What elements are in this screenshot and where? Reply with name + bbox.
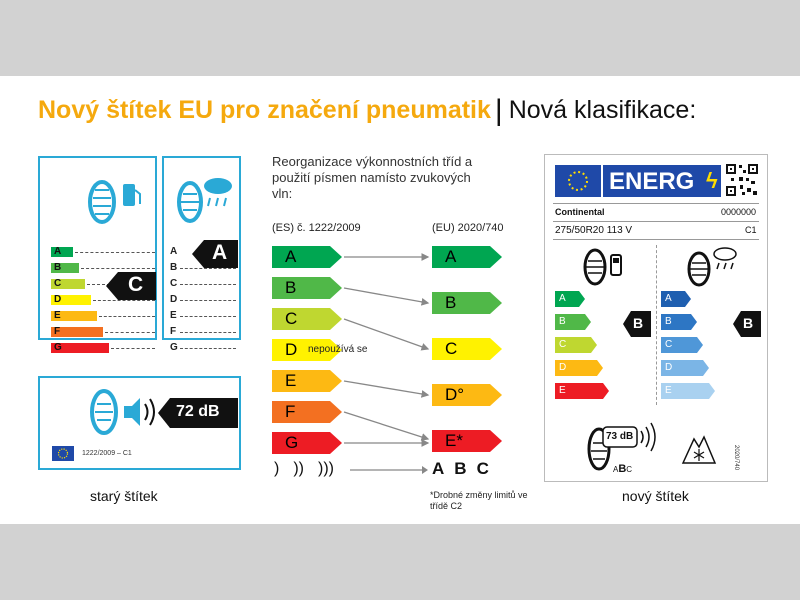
new-fuel-rating: B: [633, 315, 644, 331]
brand-name: Continental: [555, 207, 605, 217]
noise-letters: A B C: [432, 459, 489, 478]
old-regulation-heading: (ES) č. 1222/2009: [272, 222, 361, 234]
snowflake-mountain-icon: [681, 429, 717, 465]
new-class-e: E*: [445, 431, 463, 450]
new-regulation-heading: (EU) 2020/740: [432, 222, 504, 234]
d-not-used-note: nepoužívá se: [308, 344, 368, 355]
new-label: ENERG ϟ Continental 0000000 275/50R20 113 V C1 A B C D E B A B C D E B 73 dB ABC 2020/740: [544, 154, 768, 482]
new-class-b: B: [445, 293, 457, 312]
side-regulation: 2020/740: [733, 445, 739, 471]
energy-banner: ENERG ϟ: [603, 165, 721, 197]
title-separator: |: [494, 94, 503, 127]
new-class-a: A: [445, 247, 457, 266]
old-wet-rating: A: [212, 241, 228, 264]
old-class-b: B: [285, 278, 297, 297]
noise-tyre-icon: [84, 386, 164, 438]
old-fuel-bar-d: D: [51, 295, 91, 305]
c2-footnote: *Drobné změny limitů ve třídě C2: [430, 490, 528, 511]
tyre-class: C1: [745, 225, 757, 235]
noise-mapping-arrow: [350, 464, 430, 476]
product-code: 0000000: [721, 207, 757, 217]
new-class-d: D°: [445, 385, 465, 404]
new-wet-icon: [681, 245, 741, 287]
sound-waves-icon: ) )) ))): [274, 460, 334, 477]
old-class-e: E: [285, 371, 297, 390]
new-wet-rating: B: [743, 315, 754, 331]
old-class-d: D: [285, 340, 298, 359]
intro-text: Reorganizace výkonnostních tříd a použití písmen namísto zvukových vln:: [272, 154, 473, 201]
page-title: [38, 92, 696, 126]
new-noise-class: ABC: [613, 463, 633, 475]
old-noise-value: 72 dB: [176, 403, 220, 420]
old-class-g: G: [285, 433, 299, 452]
title-main: Nový štítek EU pro značení pneumatik: [38, 96, 491, 124]
eu-flag-icon: [555, 165, 601, 197]
mapping-lines: [342, 246, 434, 456]
old-fuel-rating: C: [128, 273, 144, 296]
old-fuel-bar-e: E: [51, 311, 97, 321]
old-fuel-bar-b: B: [51, 263, 79, 273]
old-fuel-bar-a: A: [51, 247, 73, 257]
old-fuel-bar-f: F: [51, 327, 103, 337]
fuel-tyre-icon: [80, 176, 150, 226]
title-sub: Nová klasifikace:: [508, 96, 697, 124]
old-fuel-bar-c: C: [51, 279, 85, 289]
tyre-size: 275/50R20 113 V: [555, 225, 633, 236]
wet-tyre-icon: [172, 174, 236, 226]
qr-code-icon: [725, 163, 759, 197]
old-regulation: 1222/2009 – C1: [82, 450, 132, 457]
old-fuel-bar-g: G: [51, 343, 109, 353]
eu-flag-icon: [52, 446, 74, 461]
old-class-f: F: [285, 402, 296, 421]
new-noise-value: 73 dB: [606, 431, 634, 442]
new-fuel-icon: [577, 247, 633, 287]
content-panel: Nový štítek EU pro značení pneumatik | Nová klasifikace: A B C D E F G C A B C D E F G A 72 dB 1222/2009 – C1 starý štítek Reorganizace výkonnostních tříd a použití písmen namísto zvukových vln: (ES) č. 1222/2009 (EU) 2020/740 A B C D E F G nepoužívá se A B C D° E* ) )) ))) A B C *Drobné změny limitů ve třídě C2 ENERG ϟ Continental 0000000 275/50R20 113 V C1 A B C D E B A B C D E B 73 dB ABC 2020/740 nový štítek: [0, 76, 800, 524]
old-class-a: A: [285, 247, 297, 266]
old-label-caption: starý štítek: [90, 488, 158, 504]
old-class-c: C: [285, 309, 298, 328]
new-class-c: C: [445, 339, 458, 358]
new-class-arrows: [432, 246, 504, 456]
new-label-caption: nový štítek: [622, 488, 689, 504]
